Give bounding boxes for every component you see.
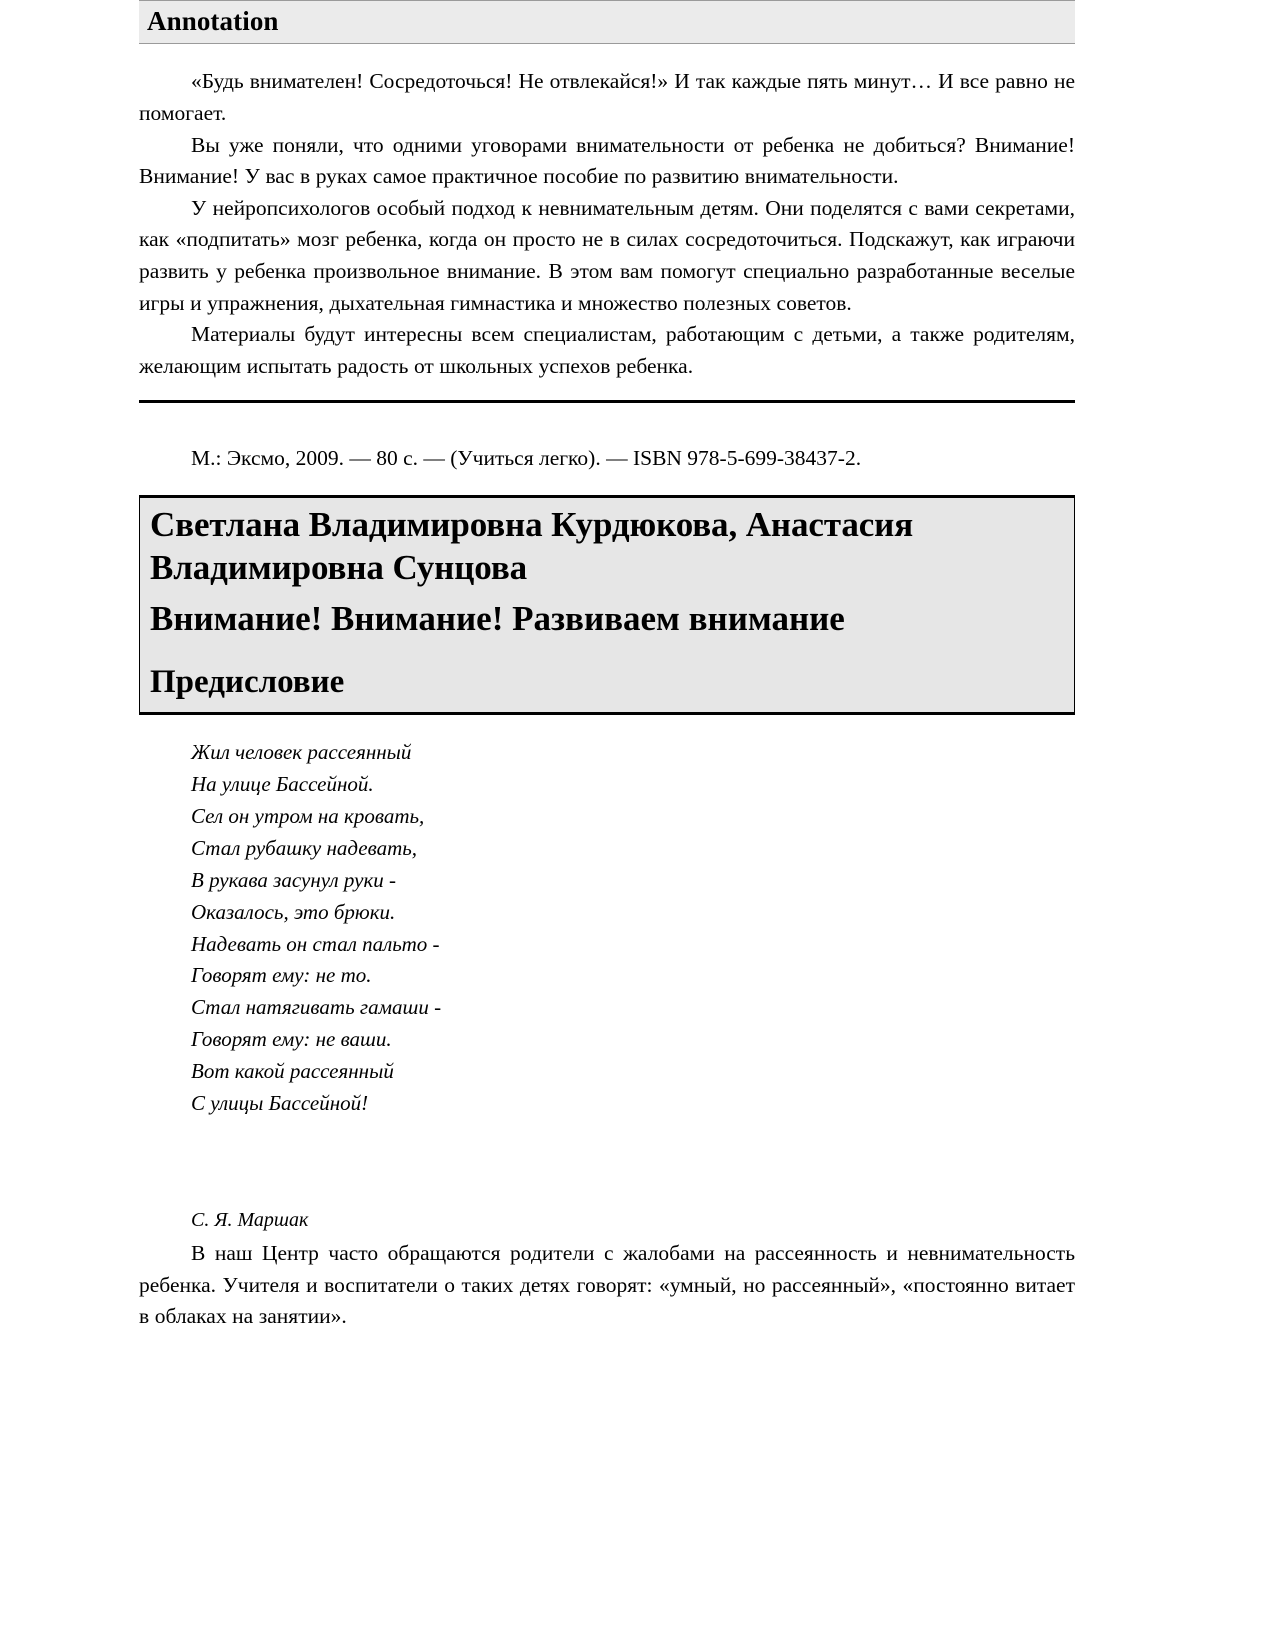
poem-line: Говорят ему: не ваши. — [191, 1027, 392, 1052]
document-content — [139, 0, 1075, 1333]
poem-author: С. Я. Маршак — [191, 1208, 309, 1231]
imprint-line: М.: Эксмо, 2009. — 80 с. — (Учиться легко). — ISBN 978-5-699-38437-2. — [191, 446, 862, 471]
chapter-title: Предисловие — [150, 663, 345, 700]
poem-line: Надевать он стал пальто - — [191, 931, 440, 956]
annotation-heading-title: Annotation — [147, 6, 279, 36]
annotation-paragraph: Материалы будут интересны всем специалистам, работающим с детьми, а также родителям, желающим испытать радость от школьных успехов ребенка. — [139, 322, 1075, 378]
poem-line: С улицы Бассейной! — [191, 1091, 369, 1116]
annotation-paragraph: Вы уже поняли, что одними уговорами внимательности от ребенка не добиться? Внимание! Внимание! У вас в руках самое практичное пособие по развитию внимательности. — [139, 132, 1075, 189]
annotation-body — [139, 66, 1075, 382]
book-title: Внимание! Внимание! Развиваем внимание — [150, 598, 845, 638]
poem-block — [191, 737, 1075, 1120]
poem-line: Жил человек рассеянный — [191, 740, 412, 765]
title-block — [139, 495, 1075, 715]
annotation-paragraph: У нейропсихологов особый подход к невнимательным детям. Они поделятся с вами секретами, как «подпитать» мозг ребенка, когда он просто не в силах сосредоточиться. Подскажут, как играючи развить у ребенка произвольное внимание. В этом вам помогут специально разработанные веселые игры и упражнения, дыхательная гимнастика и множество полезных советов. — [139, 195, 1075, 315]
poem-line: Вот какой рассеянный — [191, 1059, 394, 1084]
poem-line: На улице Бассейной. — [191, 772, 374, 797]
section-divider-rule — [139, 400, 1075, 403]
poem-line: Сел он утром на кровать, — [191, 803, 425, 828]
annotation-paragraph: «Будь внимателен! Сосредоточься! Не отвлекайся!» И так каждые пять минут… И все равно не помогает. — [139, 69, 1075, 125]
annotation-heading-bar — [139, 0, 1075, 44]
poem-line: Стал натягивать гамаши - — [191, 995, 442, 1020]
poem-line: Говорят ему: не то. — [191, 963, 372, 988]
closing-paragraph: В наш Центр часто обращаются родители с жалобами на рассеянность и невнимательность ребенка. Учителя и воспитатели о таких детях говорят: «умный, но рассеянный», «постоянно витает в облаках на занятии». — [139, 1240, 1075, 1329]
authors-line-first: Светлана Владимировна Курдюкова, Анастасия — [150, 505, 914, 545]
poem-line: В рукава засунул руки - — [191, 867, 397, 892]
poem-line: Оказалось, это брюки. — [191, 899, 396, 924]
poem-line: Стал рубашку надевать, — [191, 835, 418, 860]
authors-line-second: Владимировна Сунцова — [150, 548, 528, 588]
